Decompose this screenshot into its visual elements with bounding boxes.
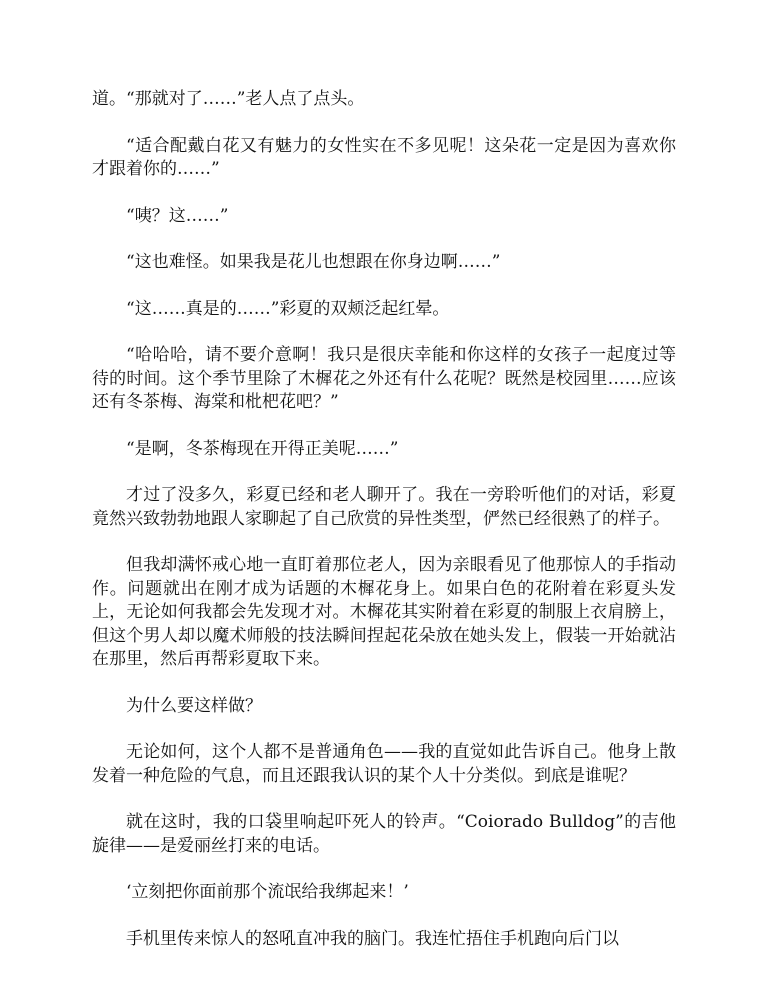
paragraph-11: 无论如何，这个人都不是普通角色——我的直觉如此告诉自己。他身上散发着一种危险的气息，而且还跟我认识的某个人十分类似。到底是谁呢？ xyxy=(92,742,676,786)
paragraph-5: “这……真是的……”彩夏的双颊泛起红晕。 xyxy=(126,298,450,319)
paragraph-13: ‘立刻把你面前那个流氓给我绑起来！’ xyxy=(126,882,409,902)
paragraph-6: “哈哈哈，请不要介意啊！我只是很庆幸能和你这样的女孩子一起度过等待的时间。这个季节里除了木樨花之外还有什么花呢？既然是校园里……应该还有冬茶梅、海棠和枇杷花吧？” xyxy=(92,345,676,412)
paragraph-9: 但我却满怀戒心地一直盯着那位老人，因为亲眼看见了他那惊人的手指动作。问题就出在刚才成为话题的木樨花身上。如果白色的花附着在彩夏头发上，无论如何我都会先发现才对。木樨花其实附着在彩夏的制服上衣肩膀上，但这个男人却以魔术师般的技法瞬间捏起花朵放在她头发上，假装一开始就沾在那里，然后再帮彩夏取下来。 xyxy=(92,555,676,669)
paragraph-3: “咦？这……” xyxy=(126,205,229,226)
paragraph-8: 才过了没多久，彩夏已经和老人聊开了。我在一旁聆听他们的对话，彩夏竟然兴致勃勃地跟人家聊起了自己欣赏的异性类型，俨然已经很熟了的样子。 xyxy=(92,485,676,529)
document-page xyxy=(92,88,676,951)
paragraph-1: 道。“那就对了……”老人点了点头。 xyxy=(92,89,365,109)
paragraph-10: 为什么要这样做？ xyxy=(126,695,262,716)
paragraph-2: “适合配戴白花又有魅力的女性实在不多见呢！这朵花一定是因为喜欢你才跟着你的……” xyxy=(92,135,676,179)
paragraph-7: “是啊，冬茶梅现在开得正美呢……” xyxy=(126,438,399,459)
paragraph-12: 就在这时，我的口袋里响起吓死人的铃声。“Coiorado Bulldog”的吉他旋律——是爱丽丝打来的电话。 xyxy=(92,812,676,856)
paragraph-4: “这也难怪。如果我是花儿也想跟在你身边啊……” xyxy=(126,252,501,272)
paragraph-14: 手机里传来惊人的怒吼直冲我的脑门。我连忙捂住手机跑向后门以 xyxy=(126,928,619,949)
